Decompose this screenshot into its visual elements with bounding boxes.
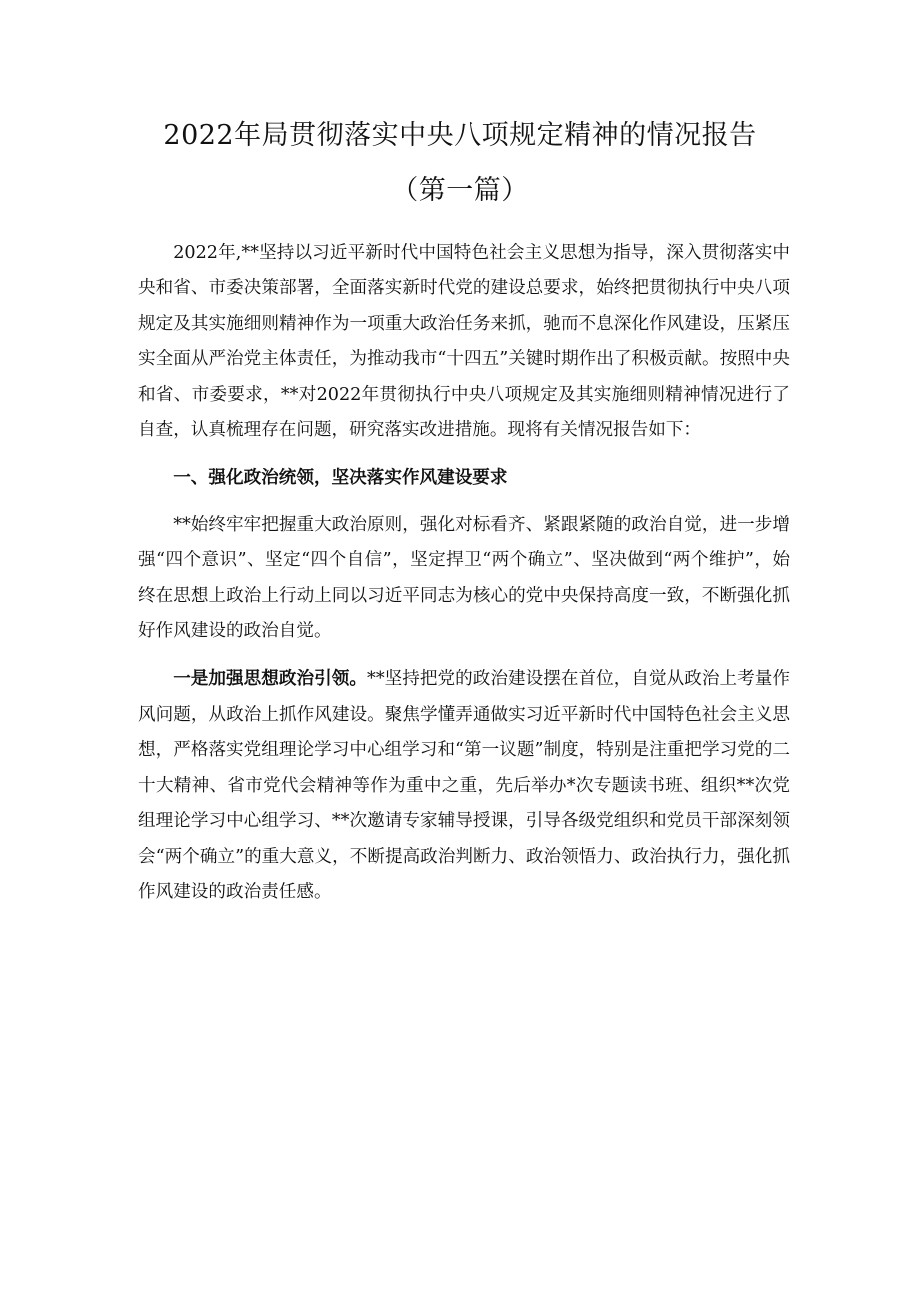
document-body	[138, 236, 790, 910]
document-title: 2022年局贯彻落实中央八项规定精神的情况报告	[163, 120, 757, 151]
section-heading-1: 一、强化政治统领，坚决落实作风建设要求	[173, 467, 508, 489]
intro-paragraph: 2022年,**坚持以习近平新时代中国特色社会主义思想为指导，深入贯彻落实中央和省、市委决策部署，全面落实新时代党的建设总要求，始终把贯彻执行中央八项规定及其实施细则精神作为一项重大政治任务来抓，驰而不息深化作风建设，压紧压实全面从严治党主体责任，为推动我市“十四五”关键时期作出了积极贡献。按照中央和省、市委要求，**对2022年贯彻执行中央八项规定及其实施细则精神情况进行了自查，认真梳理存在问题，研究落实改进措施。现将有关情况报告如下：	[138, 243, 790, 441]
point-1-lead: 一是加强思想政治引领。	[173, 668, 368, 690]
section-1-paragraph: **始终牢牢把握重大政治原则，强化对标看齐、紧跟紧随的政治自觉，进一步增强“四个意识”、坚定“四个自信”，坚定捍卫“两个确立”、坚决做到“两个维护”，始终在思想上政治上行动上同以习近平同志为核心的党中央保持高度一致，不断强化抓好作风建设的政治自觉。	[138, 514, 790, 642]
document-subtitle: （第一篇）	[391, 175, 529, 206]
point-1-paragraph	[138, 661, 790, 910]
point-1-text: **坚持把党的政治建设摆在首位，自觉从政治上考量作风问题，从政治上抓作风建设。聚焦学懂弄通做实习近平新时代中国特色社会主义思想，严格落实党组理论学习中心组学习和“第一议题”制度，特别是注重把学习党的二十大精神、省市党代会精神等作为重中之重，先后举办*次专题读书班、组织**次党组理论学习中心组学习、**次邀请专家辅导授课，引导各级党组织和党员干部深刻领会“两个确立”的重大意义，不断提高政治判断力、政治领悟力、政治执行力，强化抓作风建设的政治责任感。	[138, 669, 790, 902]
